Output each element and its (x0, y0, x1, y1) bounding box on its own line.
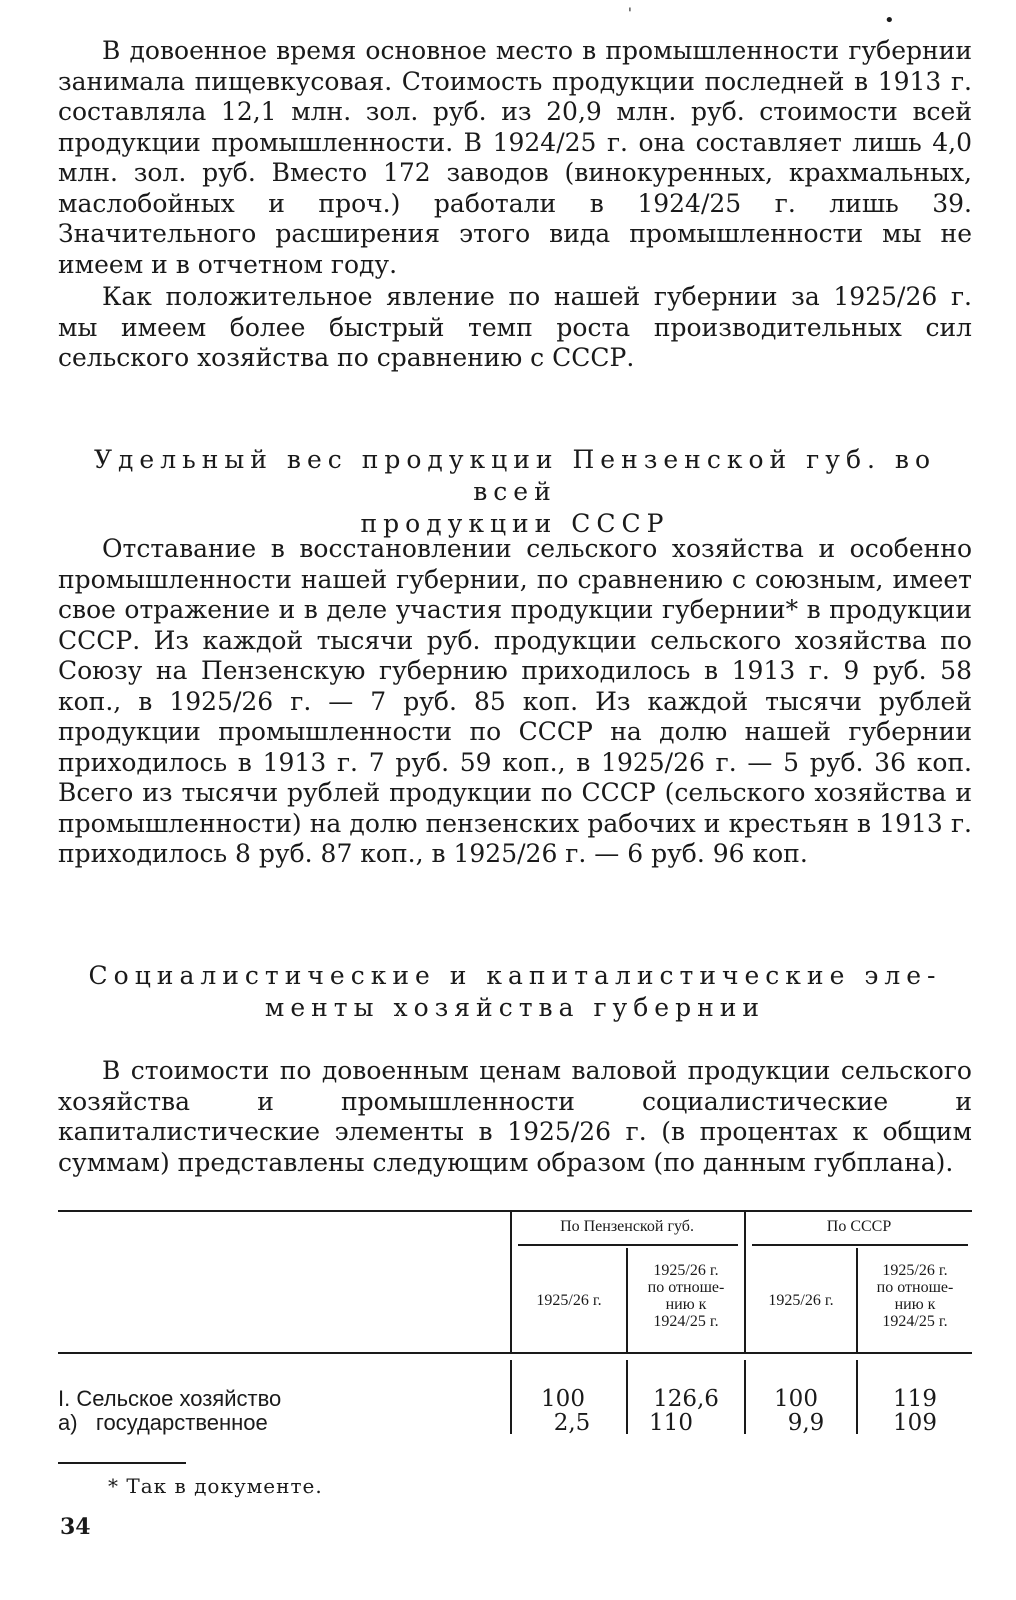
table-header-rule (58, 1352, 972, 1354)
cell-penza-1925: 2,5 (553, 1410, 591, 1436)
cell-penza-1925: 100 (541, 1386, 585, 1412)
data-table (58, 1210, 972, 1450)
page-number: 34 (60, 1514, 91, 1540)
heading-line: продукции СССР (360, 509, 670, 538)
column-header-penza-1925: 1925/26 г. (536, 1292, 602, 1309)
cell-ussr-relative: 119 (893, 1386, 937, 1412)
row-label: I. Сельское хозяйство (58, 1386, 282, 1411)
footnote-rule (58, 1462, 186, 1464)
column-group-penza: По Пензенской губ. (560, 1218, 694, 1235)
print-speck: • (884, 10, 895, 31)
column-header-ussr-relative: 1925/26 г. по отноше- нию к 1924/25 г. (876, 1262, 954, 1330)
print-speck: ' (628, 6, 632, 22)
paragraph-table-intro: В стоимости по довоенным ценам валовой продукции сельского хозяйства и промышленности социалистические и капиталистические элементы в 1925/26 г. (в процентах к общим суммам) представлены следующим образом (по данным губплана). (58, 1056, 972, 1177)
heading-line: Удельный вес продукции Пензенской губ. во всей (93, 445, 937, 506)
section-heading-share (58, 444, 972, 540)
table-top-rule (58, 1210, 972, 1212)
cell-penza-relative: 110 (649, 1410, 693, 1436)
cell-ussr-relative: 109 (893, 1410, 937, 1436)
cell-ussr-1925: 9,9 (787, 1410, 825, 1436)
paragraph-agriculture-growth: Как положительное явление по нашей губернии за 1925/26 г. мы имеем более быстрый темп роста производительных сил сельского хозяйства по сравнению с СССР. (58, 282, 972, 372)
heading-line: Социалистические и капиталистические эле- (88, 961, 942, 990)
paragraph-share-analysis: Отставание в восстановлении сельского хозяйства и особенно промышленности нашей губернии, по сравнению с союзным, имеет свое отражение и в деле участия продукции губернии* в продукции СССР. Из каждой тысячи руб. продукции сельского хозяйства по Союзу на Пензенскую губернию приходилось в 1913 г. 9 руб. 58 коп., в 1925/26 г. — 7 руб. 85 коп. Из каждой тысячи рублей продукции промышленности по СССР на долю нашей губернии приходилось в 1913 г. 7 руб. 59 коп., в 1925/26 г. — 5 руб. 36 коп. Всего из тысячи рублей продукции по СССР (сельского хозяйства и промышленности) на долю пензенских рабочих и крестьян в 1913 г. приходилось 8 руб. 87 коп., в 1925/26 г. — 6 руб. 96 коп. (58, 534, 972, 868)
column-header-ussr-1925: 1925/26 г. (768, 1292, 834, 1309)
group-rule (752, 1244, 968, 1246)
section-heading-elements (58, 960, 972, 1024)
paragraph-food-industry: В довоенное время основное место в промышленности губернии занимала пищевкусовая. Стоимость продукции последней в 1913 г. составляла 12,1 млн. зол. руб. из 20,9 млн. руб. стоимости всей продукции промышленности. В 1924/25 г. она составляет лишь 4,0 млн. зол. руб. Вместо 172 заводов (винокуренных, крахмальных, маслобойных и проч.) работали в 1924/25 г. лишь 39. Значительного расширения этого вида промышленности мы не имеем и в отчетном году. (58, 36, 972, 279)
row-label: а) государственное (58, 1410, 268, 1435)
cell-ussr-1925: 100 (774, 1386, 818, 1412)
column-group-ussr: По СССР (826, 1218, 892, 1235)
column-header-penza-relative: 1925/26 г. по отноше- нию к 1924/25 г. (647, 1262, 725, 1330)
footnote: * Так в документе. (108, 1474, 323, 1498)
cell-penza-relative: 126,6 (653, 1386, 719, 1412)
document-page (58, 0, 972, 1600)
group-rule (518, 1244, 738, 1246)
heading-line: менты хозяйства губернии (264, 993, 766, 1022)
